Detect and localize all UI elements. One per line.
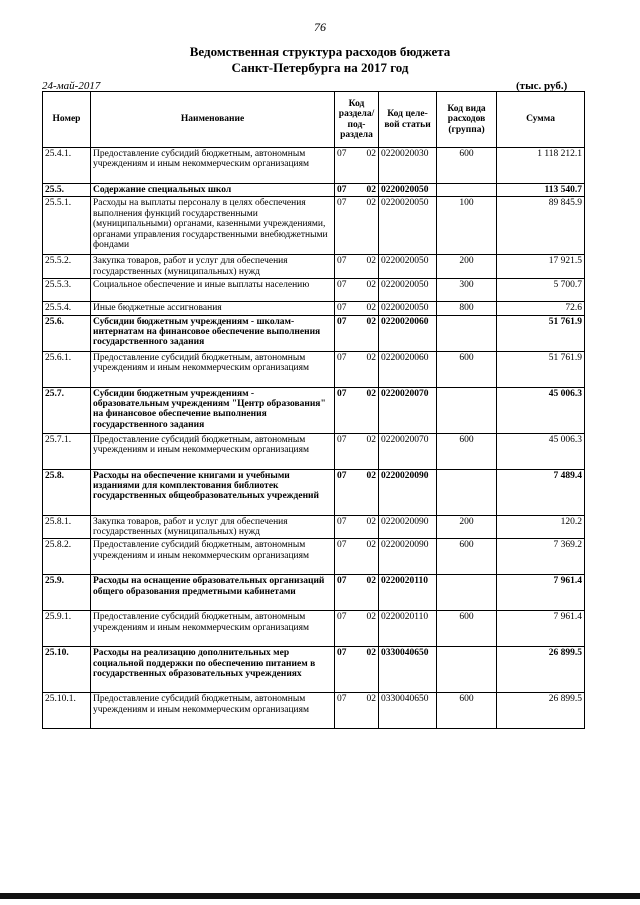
table-row xyxy=(43,515,585,539)
row-target-code: 0220020050 xyxy=(379,184,437,197)
row-name: Социальное обеспечение и иные выплаты населению xyxy=(91,279,335,302)
row-expense-type: 600 xyxy=(437,351,497,387)
table-row xyxy=(43,647,585,693)
row-number: 25.10. xyxy=(43,647,91,693)
row-subsection-code: 02 xyxy=(359,255,379,279)
row-expense-type: 100 xyxy=(437,197,497,255)
row-number: 25.9. xyxy=(43,575,91,611)
row-number: 25.8.2. xyxy=(43,539,91,575)
row-number: 25.5.2. xyxy=(43,255,91,279)
title-line-1: Ведомственная структура расходов бюджета xyxy=(189,44,451,59)
row-expense-type: 600 xyxy=(437,693,497,729)
table-row xyxy=(43,433,585,469)
row-expense-type xyxy=(437,575,497,611)
row-section-code: 07 xyxy=(335,279,359,302)
header-type: Код вида расходов (группа) xyxy=(437,92,497,148)
row-target-code: 0220020110 xyxy=(379,611,437,647)
table-row xyxy=(43,693,585,729)
row-name: Предоставление субсидий бюджетным, автономным учреждениям и иным некоммерческим организациям xyxy=(91,693,335,729)
row-subsection-code: 02 xyxy=(359,539,379,575)
row-name: Расходы на выплаты персоналу в целях обеспечения выполнения функций государственными (муниципальными) органами, казенными учреждениями, органами управления государственными внебюджетными фондами xyxy=(91,197,335,255)
row-sum: 7 489.4 xyxy=(497,469,585,515)
row-sum: 72.6 xyxy=(497,302,585,315)
units-label: (тыс. руб.) xyxy=(516,80,568,92)
row-target-code: 0220020030 xyxy=(379,148,437,184)
row-target-code: 0220020090 xyxy=(379,539,437,575)
row-sum: 45 006.3 xyxy=(497,387,585,433)
row-subsection-code: 02 xyxy=(359,302,379,315)
row-sum: 5 700.7 xyxy=(497,279,585,302)
table-row xyxy=(43,148,585,184)
row-subsection-code: 02 xyxy=(359,515,379,539)
document-title xyxy=(0,44,640,76)
row-subsection-code: 02 xyxy=(359,611,379,647)
row-expense-type xyxy=(437,647,497,693)
header-target: Код целе-вой статьи xyxy=(379,92,437,148)
row-subsection-code: 02 xyxy=(359,469,379,515)
header-number: Номер xyxy=(43,92,91,148)
row-number: 25.8. xyxy=(43,469,91,515)
row-expense-type xyxy=(437,469,497,515)
page-number: 76 xyxy=(314,20,326,34)
row-number: 25.7.1. xyxy=(43,433,91,469)
row-section-code: 07 xyxy=(335,255,359,279)
table-row xyxy=(43,184,585,197)
row-expense-type: 600 xyxy=(437,611,497,647)
row-section-code: 07 xyxy=(335,647,359,693)
row-target-code: 0220020070 xyxy=(379,387,437,433)
title-line-2: Санкт-Петербурга на 2017 год xyxy=(231,60,409,75)
row-expense-type xyxy=(437,315,497,351)
table-row xyxy=(43,255,585,279)
table-row xyxy=(43,279,585,302)
row-section-code: 07 xyxy=(335,387,359,433)
row-subsection-code: 02 xyxy=(359,279,379,302)
row-number: 25.5.4. xyxy=(43,302,91,315)
row-section-code: 07 xyxy=(335,302,359,315)
row-name: Субсидии бюджетным учреждениям - образовательным учреждениям "Центр образования" на финансовое обеспечение выполнения государственного задания xyxy=(91,387,335,433)
budget-table xyxy=(42,91,585,729)
header-sum: Сумма xyxy=(497,92,585,148)
row-sum: 17 921.5 xyxy=(497,255,585,279)
header-section: Код раздела/ под-раздела xyxy=(335,92,379,148)
row-sum: 26 899.5 xyxy=(497,693,585,729)
row-name: Расходы на обеспечение книгами и учебными изданиями для комплектования библиотек государственных общеобразовательных учреждений xyxy=(91,469,335,515)
row-sum: 113 540.7 xyxy=(497,184,585,197)
row-expense-type: 600 xyxy=(437,148,497,184)
row-sum: 120.2 xyxy=(497,515,585,539)
row-section-code: 07 xyxy=(335,611,359,647)
row-sum: 51 761.9 xyxy=(497,351,585,387)
row-section-code: 07 xyxy=(335,539,359,575)
table-row xyxy=(43,351,585,387)
row-subsection-code: 02 xyxy=(359,693,379,729)
row-number: 25.5.1. xyxy=(43,197,91,255)
row-name: Предоставление субсидий бюджетным, автономным учреждениям и иным некоммерческим организациям xyxy=(91,433,335,469)
row-expense-type: 800 xyxy=(437,302,497,315)
row-target-code: 0220020110 xyxy=(379,575,437,611)
row-name: Предоставление субсидий бюджетным, автономным учреждениям и иным некоммерческим организациям xyxy=(91,148,335,184)
row-section-code: 07 xyxy=(335,351,359,387)
row-subsection-code: 02 xyxy=(359,387,379,433)
row-section-code: 07 xyxy=(335,315,359,351)
row-subsection-code: 02 xyxy=(359,433,379,469)
row-target-code: 0220020060 xyxy=(379,315,437,351)
row-name: Субсидии бюджетным учреждениям - школам-интернатам на финансовое обеспечение выполнения государственного задания xyxy=(91,315,335,351)
row-number: 25.10.1. xyxy=(43,693,91,729)
row-sum: 45 006.3 xyxy=(497,433,585,469)
row-name: Закупка товаров, работ и услуг для обеспечения государственных (муниципальных) нужд xyxy=(91,255,335,279)
table-row xyxy=(43,387,585,433)
row-target-code: 0330040650 xyxy=(379,693,437,729)
row-section-code: 07 xyxy=(335,148,359,184)
row-target-code: 0330040650 xyxy=(379,647,437,693)
row-section-code: 07 xyxy=(335,197,359,255)
row-subsection-code: 02 xyxy=(359,315,379,351)
row-target-code: 0220020050 xyxy=(379,255,437,279)
row-target-code: 0220020070 xyxy=(379,433,437,469)
row-subsection-code: 02 xyxy=(359,184,379,197)
row-number: 25.4.1. xyxy=(43,148,91,184)
table-row xyxy=(43,611,585,647)
row-name: Предоставление субсидий бюджетным, автономным учреждениям и иным некоммерческим организациям xyxy=(91,611,335,647)
row-number: 25.8.1. xyxy=(43,515,91,539)
row-target-code: 0220020050 xyxy=(379,302,437,315)
row-target-code: 0220020090 xyxy=(379,515,437,539)
row-section-code: 07 xyxy=(335,693,359,729)
row-subsection-code: 02 xyxy=(359,197,379,255)
row-name: Закупка товаров, работ и услуг для обеспечения государственных (муниципальных) нужд xyxy=(91,515,335,539)
table-row xyxy=(43,315,585,351)
table-row xyxy=(43,469,585,515)
row-sum: 26 899.5 xyxy=(497,647,585,693)
row-subsection-code: 02 xyxy=(359,575,379,611)
row-target-code: 0220020050 xyxy=(379,197,437,255)
row-name: Предоставление субсидий бюджетным, автономным учреждениям и иным некоммерческим организациям xyxy=(91,351,335,387)
row-sum: 7 369.2 xyxy=(497,539,585,575)
row-expense-type: 600 xyxy=(437,433,497,469)
row-expense-type xyxy=(437,184,497,197)
row-target-code: 0220020090 xyxy=(379,469,437,515)
row-section-code: 07 xyxy=(335,433,359,469)
row-expense-type: 200 xyxy=(437,515,497,539)
row-expense-type: 600 xyxy=(437,539,497,575)
row-section-code: 07 xyxy=(335,575,359,611)
row-subsection-code: 02 xyxy=(359,351,379,387)
row-number: 25.6.1. xyxy=(43,351,91,387)
row-target-code: 0220020060 xyxy=(379,351,437,387)
row-target-code: 0220020050 xyxy=(379,279,437,302)
header-name: Наименование xyxy=(91,92,335,148)
row-section-code: 07 xyxy=(335,184,359,197)
row-name: Предоставление субсидий бюджетным, автономным учреждениям и иным некоммерческим организациям xyxy=(91,539,335,575)
row-name: Иные бюджетные ассигнования xyxy=(91,302,335,315)
row-subsection-code: 02 xyxy=(359,647,379,693)
row-number: 25.7. xyxy=(43,387,91,433)
document-date: 24-май-2017 xyxy=(42,80,101,92)
row-section-code: 07 xyxy=(335,515,359,539)
row-sum: 7 961.4 xyxy=(497,575,585,611)
table-row xyxy=(43,302,585,315)
row-expense-type xyxy=(437,387,497,433)
row-sum: 7 961.4 xyxy=(497,611,585,647)
scan-bottom-bar xyxy=(0,893,640,899)
row-expense-type: 200 xyxy=(437,255,497,279)
row-name: Расходы на оснащение образовательных организаций общего образования предметными кабинетами xyxy=(91,575,335,611)
row-number: 25.6. xyxy=(43,315,91,351)
row-subsection-code: 02 xyxy=(359,148,379,184)
table-row xyxy=(43,539,585,575)
row-sum: 89 845.9 xyxy=(497,197,585,255)
row-sum: 1 118 212.1 xyxy=(497,148,585,184)
row-name: Расходы на реализацию дополнительных мер социальной поддержки по обеспечению питанием в государственных образовательных учреждениях xyxy=(91,647,335,693)
table-row xyxy=(43,575,585,611)
row-sum: 51 761.9 xyxy=(497,315,585,351)
row-number: 25.9.1. xyxy=(43,611,91,647)
row-name: Содержание специальных школ xyxy=(91,184,335,197)
header-row xyxy=(43,92,585,148)
row-number: 25.5.3. xyxy=(43,279,91,302)
row-section-code: 07 xyxy=(335,469,359,515)
table-row xyxy=(43,197,585,255)
row-number: 25.5. xyxy=(43,184,91,197)
row-expense-type: 300 xyxy=(437,279,497,302)
